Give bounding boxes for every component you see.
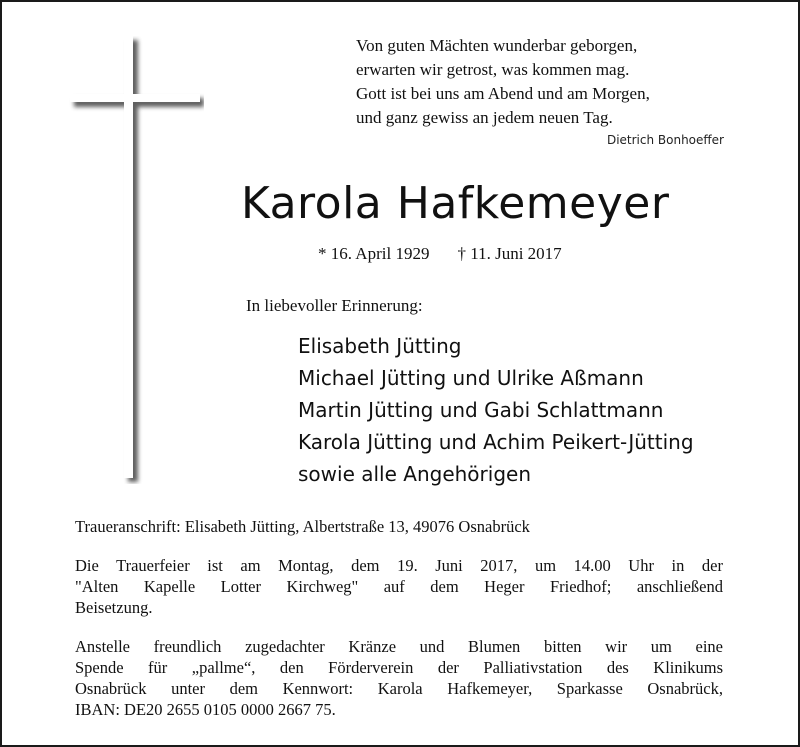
poem-line: Gott ist bei uns am Abend und am Morgen, bbox=[356, 84, 650, 103]
mourner-entry: Michael Jütting und Ulrike Aßmann bbox=[298, 366, 644, 390]
poem bbox=[356, 34, 736, 130]
ceremony-line: "Alten Kapelle Lotter Kirchweg" auf dem Heger Friedhof; anschließend bbox=[75, 577, 723, 596]
donation-line: Osnabrück unter dem Kennwort: Karola Hafkemeyer, Sparkasse Osnabrück, bbox=[75, 679, 723, 698]
memory-label: In liebevoller Erinnerung: bbox=[246, 296, 423, 315]
mourner-entry: Karola Jütting und Achim Peikert-Jütting bbox=[298, 430, 694, 454]
poem-author: Dietrich Bonhoeffer bbox=[606, 133, 724, 147]
deceased-name: Karola Hafkemeyer bbox=[241, 178, 670, 229]
donation-line: Spende für „pallme“, den Förderverein der Palliativstation des Klinikums bbox=[75, 658, 723, 677]
ceremony-line: Die Trauerfeier ist am Montag, dem 19. Juni 2017, um 14.00 Uhr in der bbox=[75, 556, 723, 575]
donation-info bbox=[75, 636, 723, 720]
cross-icon bbox=[68, 36, 204, 484]
death-date: † 11. Juni 2017 bbox=[457, 244, 562, 263]
mourner-entry: sowie alle Angehörigen bbox=[298, 462, 531, 486]
poem-line: Von guten Mächten wunderbar geborgen, bbox=[356, 36, 638, 55]
mourner-entry: Elisabeth Jütting bbox=[298, 334, 462, 358]
birth-date: * 16. April 1929 bbox=[318, 244, 430, 263]
poem-line: und ganz gewiss an jedem neuen Tag. bbox=[356, 108, 613, 127]
address-line: Traueranschrift: Elisabeth Jütting, Albertstraße 13, 49076 Osnabrück bbox=[75, 517, 530, 536]
mourning-address bbox=[75, 516, 723, 537]
ceremony-line: Beisetzung. bbox=[75, 598, 153, 617]
poem-line: erwarten wir getrost, was kommen mag. bbox=[356, 60, 630, 79]
life-dates bbox=[318, 244, 562, 264]
donation-line: Anstelle freundlich zugedachter Kränze und Blumen bitten wir um eine bbox=[75, 637, 723, 656]
mourner-entry: Martin Jütting und Gabi Schlattmann bbox=[298, 398, 664, 422]
donation-line: IBAN: DE20 2655 0105 0000 2667 75. bbox=[75, 700, 336, 719]
mourners-list bbox=[298, 330, 694, 490]
ceremony-info bbox=[75, 555, 723, 618]
